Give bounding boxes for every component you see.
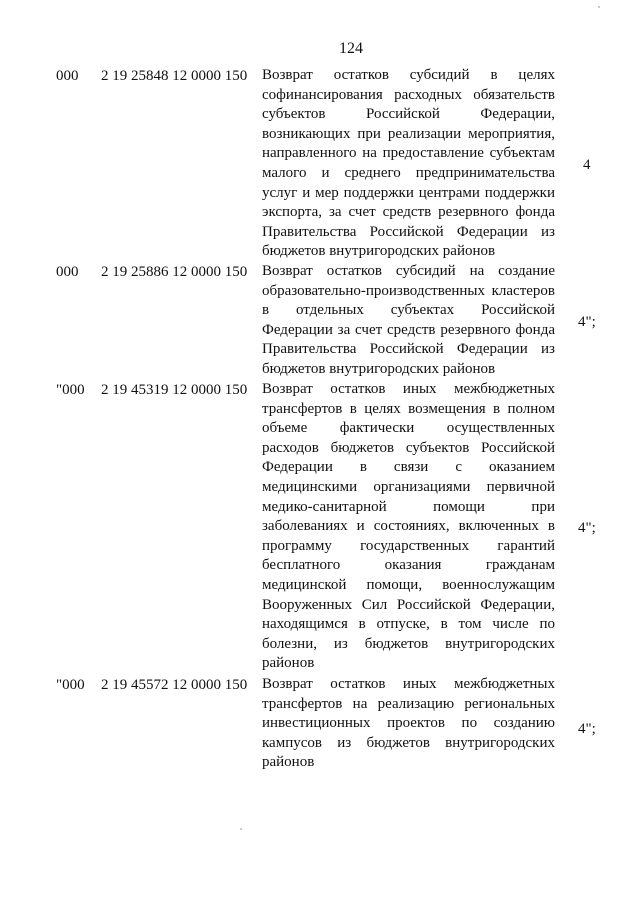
description-line: бесплатного оказания гражданам [262, 557, 555, 574]
description-line: возникающих при реализации мероприятия, [262, 125, 555, 142]
description-line: медицинскими организациями первичной [262, 478, 555, 495]
description-line: услуг и мер поддержки центрами поддержки [262, 184, 555, 201]
scan-speck [598, 6, 600, 8]
description-line: Вооруженных Сил Российской Федерации, [262, 596, 555, 613]
budget-classification-code: 2 19 25848 12 0000 150 [101, 68, 248, 84]
description-line: малого и среднего предпринимательства [262, 164, 555, 181]
description-line: Возврат остатков субсидий на создание [262, 263, 555, 279]
description-line: направленного на предоставление субъектам [262, 145, 555, 162]
description-line: в отдельных субъектах Российской [262, 302, 555, 319]
description-line: кампусов из бюджетов внутригородских [262, 734, 555, 751]
description-line: Правительства Российской Федерации из [262, 223, 555, 240]
page-number: 124 [339, 40, 363, 57]
description-line: Правительства Российской Федерации из [262, 341, 555, 358]
description-line: субъектов Российской Федерации, [262, 106, 555, 123]
description-line: медико-санитарной помощи при [262, 498, 555, 515]
description-line: программу государственных гарантий [262, 537, 555, 554]
description-line: трансфертов на реализацию региональных [262, 695, 555, 712]
budget-classification-code: 2 19 25886 12 0000 150 [101, 264, 248, 280]
description-line: находящимся в отпуске, в том числе по [262, 616, 555, 633]
distribution-norm: 4 [583, 157, 591, 173]
description-line: бюджетов внутригородских районов [262, 243, 496, 260]
description-line: Возврат остатков субсидий в целях [262, 67, 555, 83]
admin-code: 000 [56, 264, 79, 280]
admin-code: "000 [56, 677, 85, 693]
description-line: образовательно-производственных кластеров [262, 282, 555, 299]
admin-code: "000 [56, 382, 85, 398]
description-line: инвестиционных проектов по созданию [262, 715, 555, 732]
description-line: расходов бюджетов субъектов Российской [262, 439, 555, 456]
description-line: бюджетов внутригородских районов [262, 360, 496, 377]
budget-classification-code: 2 19 45319 12 0000 150 [101, 382, 248, 398]
distribution-norm: 4"; [578, 721, 596, 737]
row-description [262, 380, 555, 674]
description-line: районов [262, 754, 315, 771]
row-description [262, 262, 555, 380]
description-line: Федерации за счет средств резервного фонда [262, 321, 555, 338]
description-line: Возврат остатков иных межбюджетных [262, 381, 555, 397]
description-line: медицинской помощи, военнослужащим [262, 576, 555, 593]
budget-classification-code: 2 19 45572 12 0000 150 [101, 677, 248, 693]
description-line: софинансирования расходных обязательств [262, 86, 555, 103]
distribution-norm: 4"; [578, 520, 596, 536]
row-description [262, 675, 555, 773]
description-line: трансфертов в целях возмещения в полном [262, 400, 555, 417]
description-line: болезни, из бюджетов внутригородских [262, 635, 555, 652]
distribution-norm: 4"; [578, 314, 596, 330]
row-description [262, 66, 555, 262]
description-line: объеме фактически осуществленных [262, 420, 555, 437]
admin-code: 000 [56, 68, 79, 84]
scan-speck [240, 828, 242, 830]
description-line: Возврат остатков иных межбюджетных [262, 676, 555, 692]
description-line: экспорта, за счет средств резервного фонда [262, 204, 555, 221]
description-line: заболеваниях и состояниях, включенных в [262, 518, 555, 535]
description-line: Федерации в связи с оказанием [262, 459, 555, 476]
description-line: районов [262, 655, 315, 672]
